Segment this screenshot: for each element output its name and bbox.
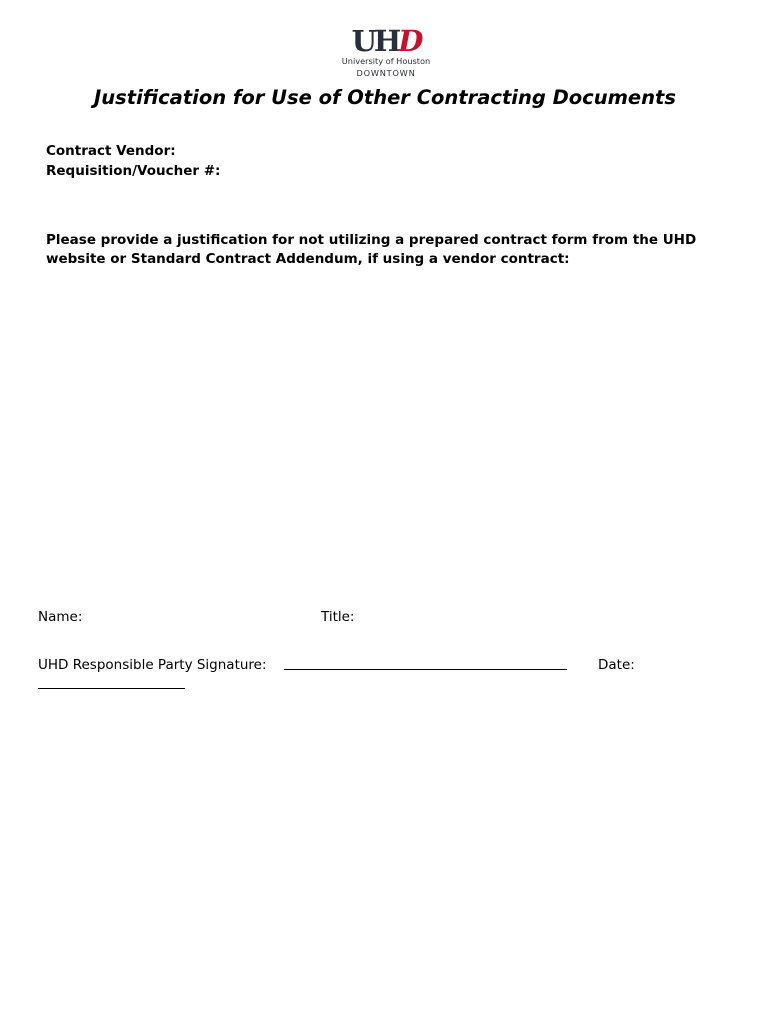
document-title: Justification for Use of Other Contracting Documents [94,86,676,109]
logo-university-text: University of Houston [341,56,431,66]
signature-label: UHD Responsible Party Signature: [38,657,267,673]
signature-line [284,669,567,670]
name-label: Name: [38,609,83,625]
requisition-voucher-label: Requisition/Voucher #: [46,163,221,179]
logo-downtown-text: DOWNTOWN [356,68,416,78]
date-label: Date: [598,657,635,673]
date-line [38,688,185,689]
contract-vendor-label: Contract Vendor: [46,143,176,159]
logo-letters: UHD [351,26,421,58]
uhd-logo [338,26,434,80]
justification-prompt: Please provide a justification for not utilizing a prepared contract form from the UHD website or Standard Contract Addendum, if using a vendor contract: [46,232,697,267]
title-label: Title: [321,609,355,625]
